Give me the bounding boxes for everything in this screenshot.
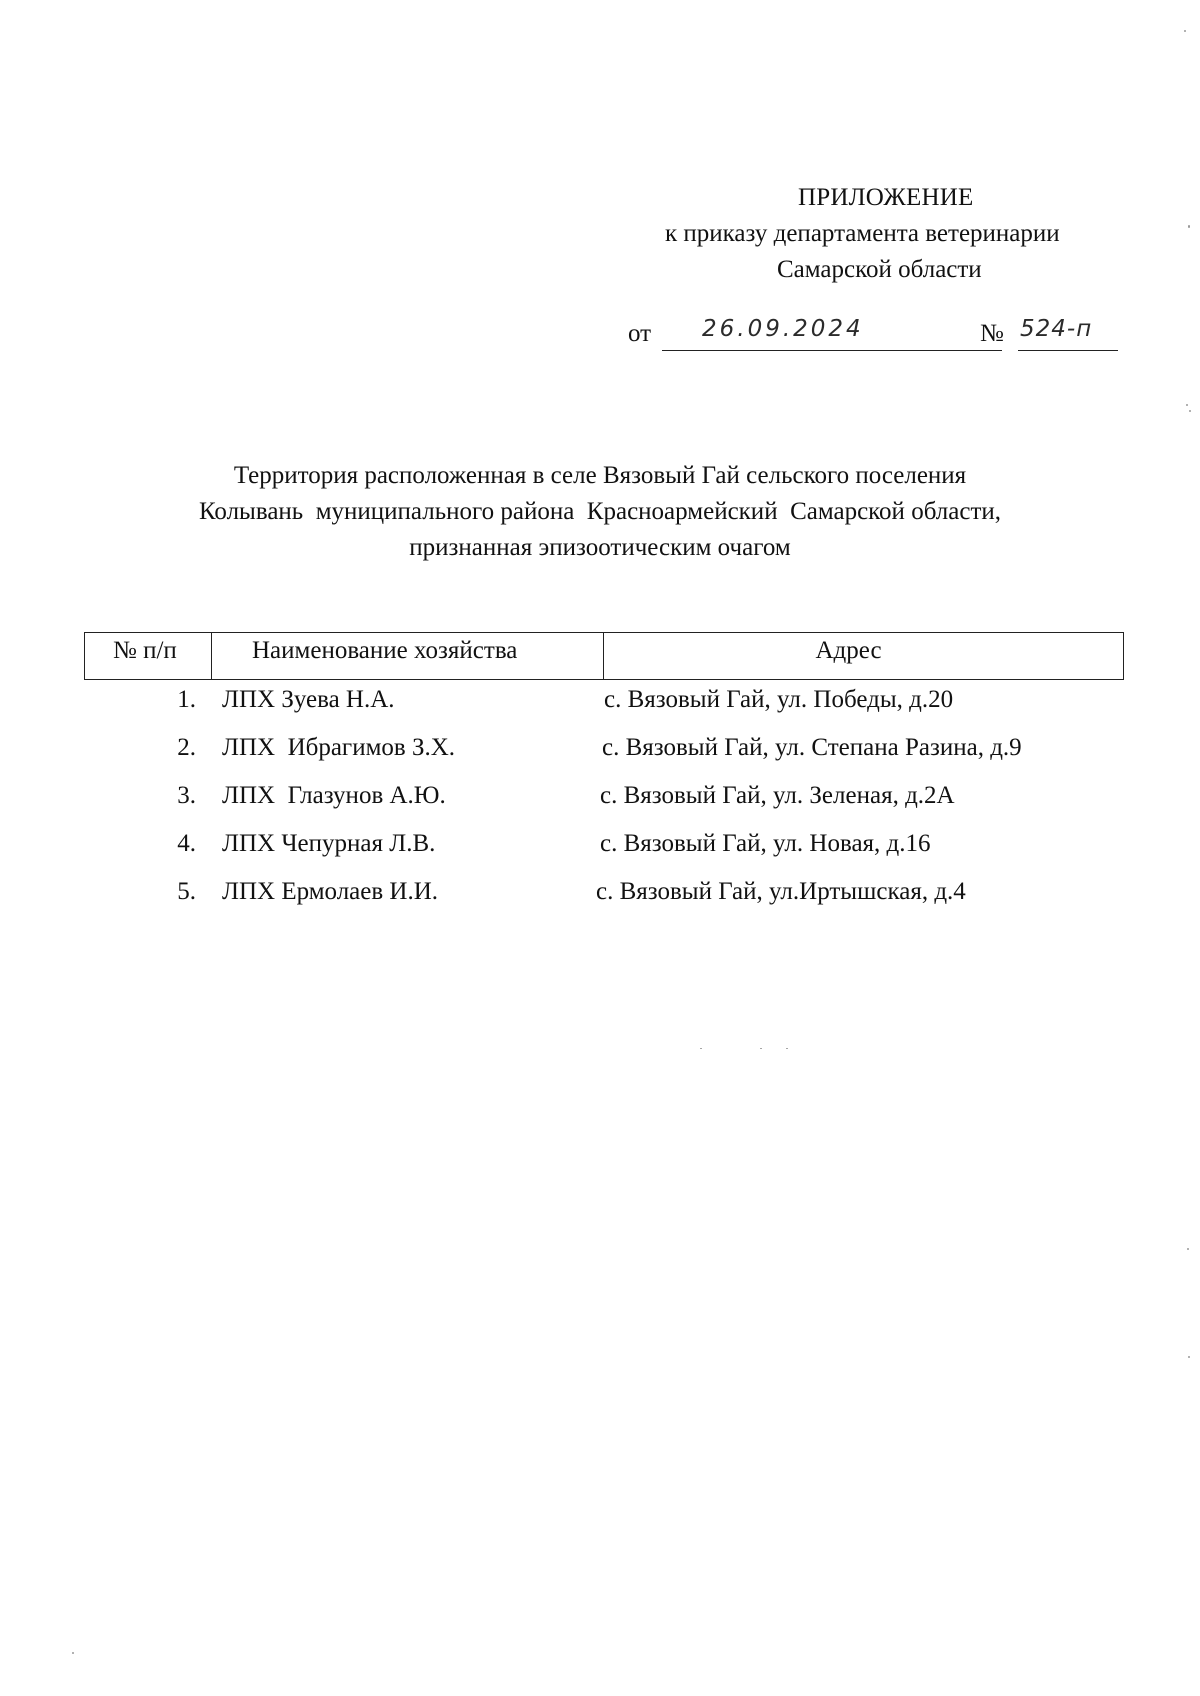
row-farm-name: ЛПХ Глазунов А.Ю. — [222, 782, 446, 809]
table-row — [84, 824, 1124, 872]
row-address: с. Вязовый Гай, ул. Новая, д.16 — [600, 830, 931, 857]
row-farm-name: ЛПХ Ермолаев И.И. — [222, 878, 439, 905]
scan-speck — [1188, 225, 1190, 228]
order-number-field — [1018, 316, 1118, 351]
header-farm-name: Наименование хозяйства — [212, 633, 604, 679]
row-farm-name: ЛПХ Ибрагимов З.Х. — [222, 734, 456, 761]
scan-speck — [1187, 1248, 1189, 1250]
farms-table — [84, 632, 1124, 920]
header-number: № п/п — [85, 633, 212, 679]
heading-line-1: Территория расположенная в селе Вязовый Гай сельского поселения — [233, 462, 967, 489]
number-sign-label: № — [980, 320, 1004, 347]
table-body — [84, 680, 1124, 920]
territory-heading — [100, 458, 1100, 566]
table-header — [84, 632, 1124, 680]
row-farm-name: ЛПХ Чепурная Л.В. — [222, 830, 436, 857]
appendix-order-of: к приказу департамента ветеринарии — [665, 220, 1060, 247]
scan-speck — [1188, 1356, 1190, 1358]
row-number: 3. — [177, 782, 196, 809]
scan-speck — [72, 1652, 74, 1654]
row-address: с. Вязовый Гай, ул. Степана Разина, д.9 — [602, 734, 1022, 761]
row-number: 4. — [177, 830, 196, 857]
scan-speck — [760, 1048, 762, 1049]
table-row — [84, 872, 1124, 920]
scan-speck — [786, 1048, 788, 1049]
scan-speck — [1186, 404, 1188, 406]
table-row — [84, 776, 1124, 824]
header-address: Адрес — [815, 637, 882, 664]
table-row — [84, 680, 1124, 728]
row-address: с. Вязовый Гай, ул.Иртышская, д.4 — [596, 878, 966, 905]
heading-line-2: Колывань муниципального района Красноармейский Самарской области, — [198, 498, 1002, 525]
appendix-title: ПРИЛОЖЕНИЕ — [798, 184, 974, 211]
row-address: с. Вязовый Гай, ул. Победы, д.20 — [604, 686, 954, 713]
scan-speck — [700, 1048, 702, 1049]
handwritten-date: 26.09.2024 — [702, 316, 864, 342]
heading-line-3: признанная эпизоотическим очагом — [409, 534, 791, 561]
handwritten-order-number: 524-п — [1020, 316, 1093, 342]
scan-speck — [1184, 30, 1186, 32]
date-field — [662, 316, 1002, 351]
scan-speck — [1189, 410, 1191, 412]
table-row — [84, 728, 1124, 776]
date-prefix-label: от — [628, 320, 652, 347]
row-number: 2. — [177, 734, 196, 761]
row-number: 5. — [177, 878, 196, 905]
row-number: 1. — [177, 686, 196, 713]
appendix-region: Самарской области — [777, 256, 982, 283]
row-address: с. Вязовый Гай, ул. Зеленая, д.2А — [600, 782, 955, 809]
row-farm-name: ЛПХ Зуева Н.А. — [222, 686, 395, 713]
order-reference — [628, 316, 1128, 360]
